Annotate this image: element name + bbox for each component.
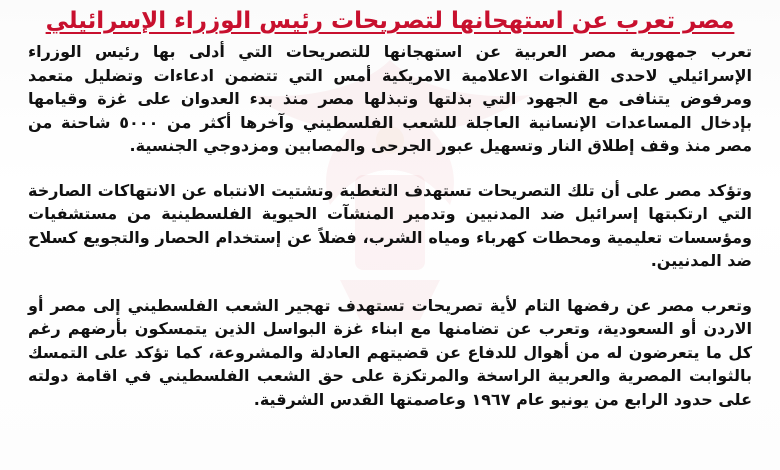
body-paragraph: وتؤكد مصر على أن تلك التصريحات تستهدف التغطية وتشتيت الانتباه عن الانتهاكات الصارخة التي ارتكبتها إسرائيل ضد المدنيين وتدمير المنشآت الحيوية الفلسطينية من مستشفيات ومؤسسات تعليمية ومحطات كهرباء ومياه الشرب، فضلاً عن إستخدام الحصار والتجويع كسلاح ضد المدنيين.: [28, 180, 752, 270]
body-paragraph: وتعرب مصر عن رفضها التام لأية تصريحات تستهدف تهجير الشعب الفلسطيني إلى مصر أو الاردن أو السعودية، وتعرب عن تضامنها مع ابناء غزة البواسل الذين يتمسكون بأرضهم رغم كل ما يتعرضون له من أهوال للدفاع عن قضيتهم العادلة والمشروعة، كما تؤكد على التمسك بالثوابت المصرية والعربية الراسخة والمرتكزة على حق الشعب الفلسطيني في اقامة دولته على حدود الرابع من يونيو عام ١٩٦٧ وعاصمتها القدس الشرقية.: [28, 295, 752, 409]
document-body: [28, 40, 752, 432]
document-title: مصر تعرب عن استهجانها لتصريحات رئيس الوزراء الإسرائيلي: [45, 8, 735, 34]
body-paragraph: تعرب جمهورية مصر العربية عن استهجانها للتصريحات التي أدلى بها رئيس الوزراء الإسرائيلي لاحدى القنوات الاعلامية الامريكية أمس التي تتضمن ادعاءات وتضليل متعمد ومرفوض يتنافى مع الجهود التي بذلتها وتبذلها مصر منذ بدء العدوان على غزة وقيامها بإدخال المساعدات الإنسانية العاجلة للشعب الفلسطيني وآخرها أكثر من ٥٠٠٠ شاحنة من مصر منذ وقف إطلاق النار وتسهيل عبور الجرحى والمصابين ومزدوجي الجنسية.: [28, 42, 753, 155]
